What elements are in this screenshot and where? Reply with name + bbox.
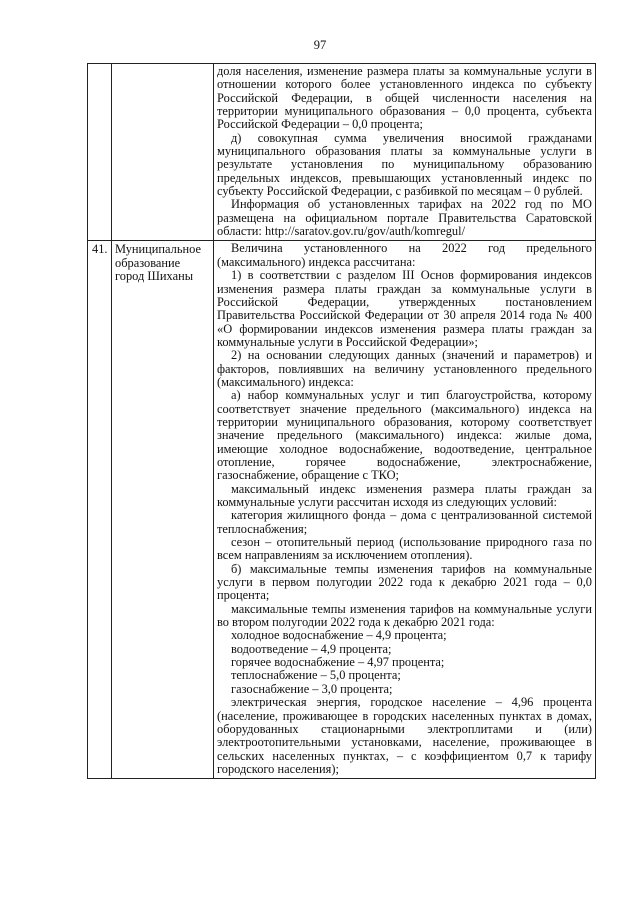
paragraph: сезон – отопительный период (использование природного газа по всем направлениям за исключением отопления). (217, 535, 592, 563)
paragraph: б) максимальные темпы изменения тарифов на коммунальные услуги в первом полугодии 2022 года к декабрю 2021 года – 0,0 процента; (217, 561, 592, 603)
paragraph: максимальный индекс изменения размера платы граждан за коммунальные услуги рассчитан исходя из следующих условий: (217, 481, 592, 509)
paragraph: категория жилищного фонда – дома с централизованной системой теплоснабжения; (217, 508, 592, 536)
paragraph: д) совокупная сумма увеличения вносимой гражданами муниципального образования платы за коммунальные услуги в результате установления по муниципальному образованию предельных индексов, превышающих установленный индекс по субъекту Российской Федерации, с разбивкой по месяцам – 0 рублей. (217, 130, 592, 199)
paragraph: максимальные темпы изменения тарифов на коммунальные услуги во втором полугодии 2022 года к декабрю 2021 года: (217, 601, 592, 630)
municipality-name-cell (112, 64, 214, 241)
page-number: 97 (313, 38, 327, 52)
paragraph: холодное водоснабжение – 4,9 процента; (231, 628, 447, 643)
row-number-cell (88, 64, 112, 241)
paragraph: теплоснабжение – 5,0 процента; (231, 668, 401, 683)
paragraph: Информация об установленных тарифах на 2022 год по МО размещена на официальном портале Правительства Саратовской области: http://saratov.gov.ru/gov/auth/komregul/ (217, 197, 592, 239)
table-row (88, 241, 596, 779)
tariff-table (87, 63, 596, 779)
paragraph: а) набор коммунальных услуг и тип благоустройства, которому соответствует значение предельного (максимального) индекса на территории муниципального образования, которому соответствует значение предельного (максимального) индекса: жилые дома, имеющие холодное водоснабжение, водоотведение, центральное отопление, горячее водоснабжение, электроснабжение, газоснабжение, обращение с ТКО; (217, 388, 592, 483)
paragraph: Величина установленного на 2022 год предельного (максимального) индекса рассчитана: (217, 241, 592, 269)
description-cell (214, 64, 596, 241)
paragraph: газоснабжение – 3,0 процента; (231, 681, 393, 696)
paragraph: доля населения, изменение размера платы за коммунальные услуги в отношении которого более установленного индекса по субъекту Российской Федерации, в общей численности населения на территории муниципального образования – 0,0 процента, субъекта Российской Федерации – 0,0 процента; (217, 64, 592, 132)
paragraph: 1) в соответствии с разделом III Основ формирования индексов изменения размера платы граждан за коммунальные услуги в Российской Федерации, утвержденных постановлением Правительства Российской Федерации от 30 апреля 2014 года № 400 «О формировании индексов изменения размера платы граждан за коммунальные услуги в Российской Федерации»; (217, 268, 592, 349)
table-row (88, 64, 596, 241)
paragraph: водоотведение – 4,9 процента; (231, 641, 392, 656)
description-cell (214, 241, 596, 779)
paragraph: 2) на основании следующих данных (значений и параметров) и факторов, повлиявших на величину установленного предельного (максимального) индекса: (217, 348, 592, 389)
row-number-cell: 41. (88, 241, 112, 779)
paragraph: горячее водоснабжение – 4,97 процента; (231, 655, 445, 670)
municipality-name-cell: Муниципальное образование город Шиханы (112, 241, 214, 779)
paragraph: электрическая энергия, городское население – 4,96 процента (население, проживающее в городских населенных пунктах в домах, оборудованных стационарными электроплитами и (или) электроотопительными установками, население, проживающее в сельских населенных пунктах, – с коэффициентом 0,7 к тарифу городского населения); (217, 695, 592, 776)
